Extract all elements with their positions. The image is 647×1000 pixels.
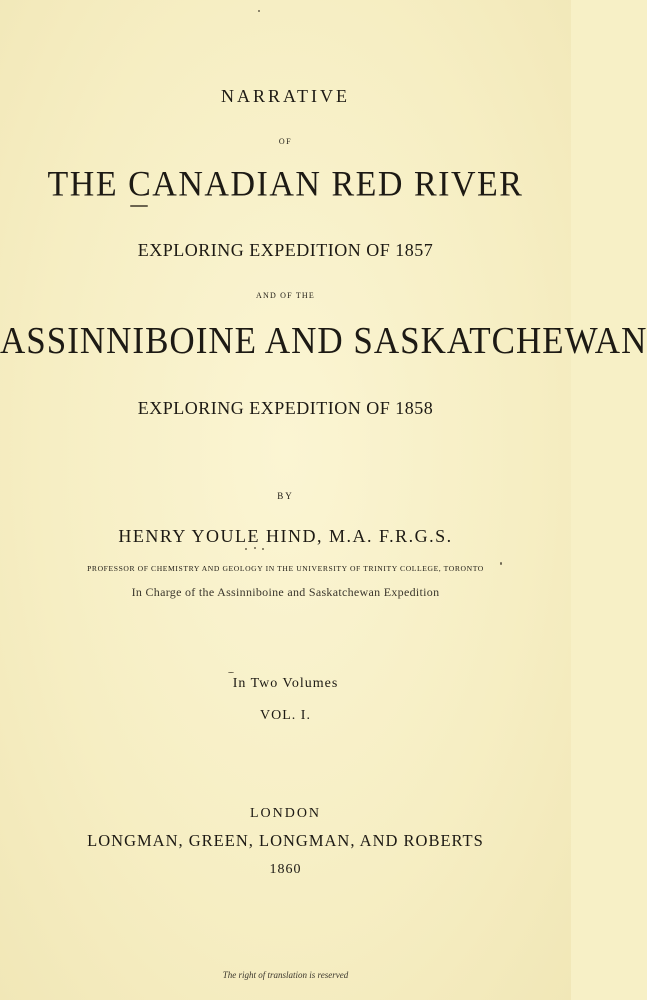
- publisher-name: LONGMAN, GREEN, LONGMAN, AND ROBERTS: [87, 831, 484, 850]
- paper-speck: [262, 548, 264, 550]
- expedition-1858-subtitle: EXPLORING EXPEDITION OF 1858: [137, 398, 434, 418]
- paper-speck: [500, 562, 502, 565]
- rights-notice: The right of translation is reserved: [222, 970, 349, 980]
- and-of-the-connector: AND OF THE: [256, 291, 315, 300]
- second-title: ASSINNIBOINE AND SASKATCHEWAN: [0, 319, 647, 362]
- volumes-note: In Two Volumes: [232, 676, 339, 691]
- paper-speck: [258, 10, 260, 12]
- publication-year: 1860: [269, 862, 302, 877]
- author-position: PROFESSOR OF CHEMISTRY AND GEOLOGY IN THE UNIVERSITY OF TRINITY COLLEGE, TORONTO: [87, 564, 484, 573]
- main-title: THE CANADIAN RED RIVER: [47, 165, 524, 204]
- paper-speck: [130, 205, 148, 207]
- volume-number: VOL. I.: [260, 708, 311, 723]
- of-connector: OF: [278, 137, 293, 146]
- expedition-1857-subtitle: EXPLORING EXPEDITION OF 1857: [137, 240, 434, 260]
- author-name: HENRY YOULE HIND, M.A. F.R.G.S.: [118, 526, 453, 546]
- by-connector: BY: [277, 491, 294, 501]
- narrative-heading: NARRATIVE: [221, 86, 350, 106]
- paper-speck: [228, 672, 234, 673]
- publication-place: LONDON: [249, 806, 322, 821]
- paper-speck: [245, 548, 247, 550]
- paper-speck: [254, 547, 256, 549]
- author-role: In Charge of the Assinniboine and Saskatchewan Expedition: [131, 585, 440, 599]
